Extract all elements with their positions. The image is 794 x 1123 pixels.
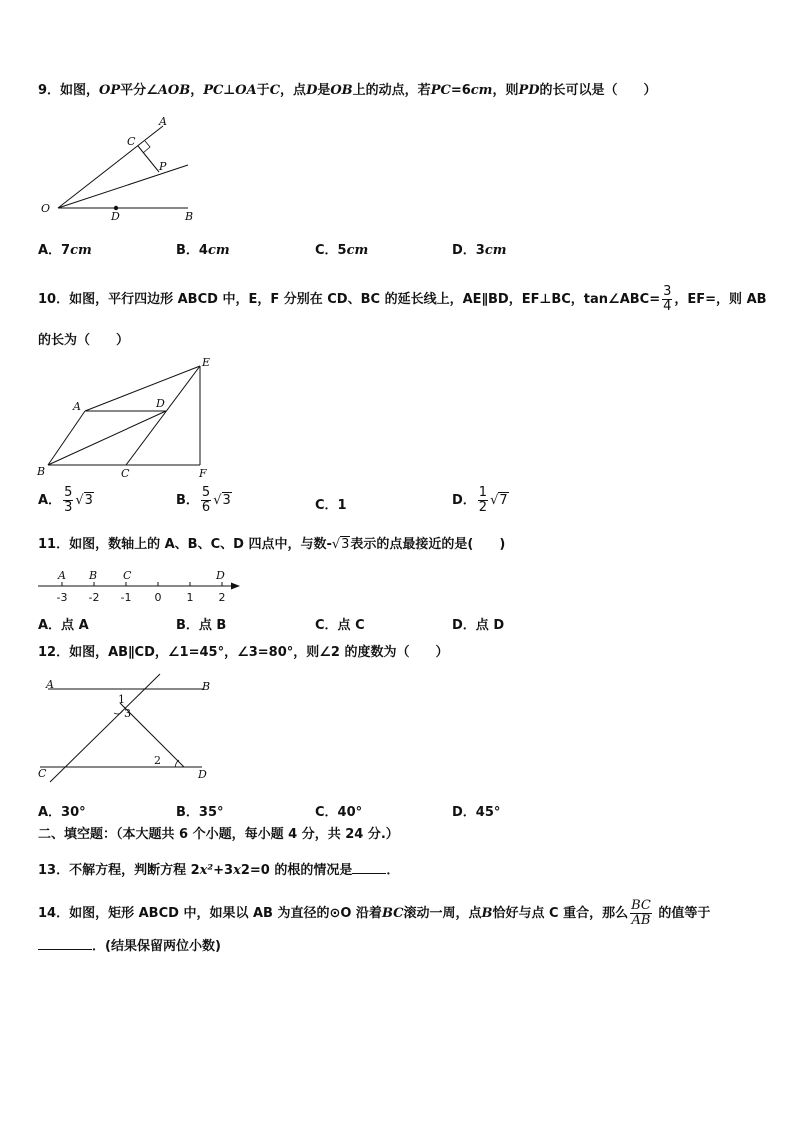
q14-text: ．(结果保留两位小数) xyxy=(92,939,221,954)
q9-var: OB xyxy=(330,83,353,98)
ray-op xyxy=(58,165,188,208)
axis-ticks xyxy=(57,582,226,604)
option-text: B．4 xyxy=(176,243,208,258)
label-a: A xyxy=(73,400,81,413)
q14-var: B xyxy=(481,906,493,921)
angle2-label: 2 xyxy=(154,754,161,767)
q12-stem: 12．如图，AB∥CD，∠1=45°，∠3=80°，则∠2 的度数为（ ） xyxy=(38,645,449,660)
q14-stem-line2 xyxy=(38,935,221,956)
q11-option-b[interactable]: B．点 B xyxy=(176,618,227,633)
label-d: D xyxy=(111,210,120,223)
option-sqrt: √3 xyxy=(75,493,93,508)
q10-stem xyxy=(38,285,767,314)
q12-option-c[interactable]: C．40° xyxy=(315,805,363,820)
q13-var: x² xyxy=(199,863,214,878)
q11-text: 表示的点最接近的是( ) xyxy=(350,537,506,552)
q10-option-d[interactable] xyxy=(452,486,509,515)
frac-num: 5 xyxy=(64,485,73,500)
label-d: D xyxy=(198,768,207,781)
q11-option-d[interactable]: D．点 D xyxy=(452,618,505,633)
option-text: C．1 xyxy=(315,498,347,513)
q12-figure xyxy=(36,672,216,784)
frac-den: 6 xyxy=(201,500,211,515)
q9-text: 9．如图， xyxy=(38,83,100,98)
q13-stem xyxy=(38,859,399,880)
point-label-c: C xyxy=(123,569,132,582)
q9-var: C xyxy=(269,83,281,98)
axis-tick-label: 0 xyxy=(154,591,162,604)
q9-stem xyxy=(38,82,657,100)
point-label-b: B xyxy=(89,569,98,582)
segment-bd xyxy=(48,411,166,465)
q14-text: 恰好与点 C 重合，那么 xyxy=(492,906,629,921)
radicand: 3 xyxy=(341,537,350,552)
q14-text: 14．如图，矩形 ABCD 中，如果以 AB 为直径的⊙O 沿着 xyxy=(38,906,382,921)
q9-var: OA xyxy=(235,83,257,98)
frac-num: 3 xyxy=(663,284,672,299)
q13-text: 13．不解方程，判断方程 2 xyxy=(38,863,200,878)
option-sqrt: √7 xyxy=(490,493,508,508)
transversal xyxy=(50,674,160,782)
q9-text: 上的动点，若 xyxy=(352,83,431,98)
q14-fraction xyxy=(630,899,652,928)
axis-tick-label: -1 xyxy=(120,591,132,604)
q9-var: AOB xyxy=(157,83,191,98)
frac-num: 5 xyxy=(201,485,211,500)
q9-var: OP xyxy=(99,83,121,98)
option-text: C．5 xyxy=(315,243,347,258)
option-text: A．7 xyxy=(38,243,71,258)
frac-den: 2 xyxy=(478,500,488,515)
q13-text: 2=0 的根的情况是 xyxy=(240,863,353,878)
label-b: B xyxy=(37,465,46,478)
q9-text: =6 xyxy=(450,83,471,98)
q12-option-a[interactable]: A．30° xyxy=(38,805,86,820)
q10-figure xyxy=(36,354,216,478)
option-text: A． xyxy=(38,493,62,508)
q11-text: 11．如图，数轴上的 A、B、C、D 四点中，与数- xyxy=(38,537,332,552)
label-e: E xyxy=(202,356,211,369)
q12-option-b[interactable]: B．35° xyxy=(176,805,224,820)
ray-oa xyxy=(58,126,163,208)
q10-option-b[interactable] xyxy=(176,486,232,515)
label-c: C xyxy=(38,767,47,780)
q9-figure xyxy=(38,112,198,227)
frac-den: 3 xyxy=(64,500,73,515)
q9-option-b[interactable] xyxy=(176,239,230,258)
option-unit: cm xyxy=(484,243,507,258)
radicand: 3 xyxy=(84,493,93,508)
segment-pc xyxy=(138,146,159,172)
q14-text: 的值等于 xyxy=(658,906,711,921)
q11-sqrt: √3 xyxy=(331,537,350,552)
q10-text: 10．如图，平行四边形 ABCD 中，E，F 分别在 CD、BC 的延长线上，AE∥BD，EF⊥BC，tan∠ABC= xyxy=(38,292,661,307)
q12-option-d[interactable]: D．45° xyxy=(452,805,501,820)
label-p: P xyxy=(159,160,167,173)
label-a: A xyxy=(46,678,54,691)
q9-var: PC xyxy=(203,83,224,98)
option-text: B． xyxy=(176,493,199,508)
point-label-a: A xyxy=(58,569,66,582)
q9-var: D xyxy=(306,83,318,98)
q9-text: ，点 xyxy=(280,83,307,98)
label-d: D xyxy=(156,397,165,410)
q9-option-c[interactable] xyxy=(315,239,368,258)
section-heading: 二、填空题：（本大题共 6 个小题，每小题 4 分，共 24 分.） xyxy=(38,827,399,842)
q14-text: 滚动一周，点 xyxy=(403,906,482,921)
q13-text: ． xyxy=(386,863,400,878)
angle1-label: 1 xyxy=(118,693,125,706)
q9-text: 是 xyxy=(317,83,331,98)
q9-text: ⊥ xyxy=(223,83,236,98)
q9-text: 平分∠ xyxy=(120,83,158,98)
right-angle-mark xyxy=(143,141,150,153)
q9-var: PC xyxy=(430,83,451,98)
q9-text: 的长可以是（ ） xyxy=(539,83,657,98)
q13-text: +3 xyxy=(213,863,234,878)
q9-var: cm xyxy=(470,83,493,98)
option-unit: cm xyxy=(346,243,369,258)
q11-stem xyxy=(38,536,505,554)
q13-var: x xyxy=(233,863,241,878)
option-unit: cm xyxy=(70,243,92,258)
option-unit: cm xyxy=(207,243,230,258)
q9-text: ， xyxy=(190,83,204,98)
axis-tick-label: 1 xyxy=(186,591,194,604)
q9-option-d[interactable] xyxy=(452,239,507,258)
q13-answer-blank[interactable] xyxy=(352,859,386,874)
frac-num: 1 xyxy=(478,485,488,500)
label-o: O xyxy=(41,202,51,215)
q14-stem xyxy=(38,899,710,928)
angle3-arc xyxy=(114,710,123,714)
frac-num: BC xyxy=(631,898,651,913)
axis-tick-label: -2 xyxy=(88,591,100,604)
label-b: B xyxy=(202,680,211,693)
q10-option-a[interactable] xyxy=(38,486,94,515)
q14-var: BC xyxy=(381,906,404,921)
radicand: 3 xyxy=(222,493,231,508)
label-c: C xyxy=(121,467,130,480)
label-c: C xyxy=(127,135,136,148)
angle3-label: 3 xyxy=(124,707,131,720)
q9-text: 于 xyxy=(256,83,270,98)
q9-var: PD xyxy=(518,83,540,98)
point-label-d: D xyxy=(216,569,225,582)
q10-text: ，EF=，则 AB xyxy=(674,292,767,307)
axis-arrow-icon xyxy=(231,583,240,590)
q9-text: ，则 xyxy=(492,83,519,98)
q11-option-c[interactable]: C．点 C xyxy=(315,618,365,633)
q14-answer-blank[interactable] xyxy=(38,935,92,950)
option-text: D．3 xyxy=(452,243,485,258)
label-b: B xyxy=(185,210,194,223)
q10-option-c[interactable] xyxy=(315,494,347,513)
option-fraction xyxy=(63,486,73,515)
axis-tick-label: -3 xyxy=(56,591,68,604)
q9-option-a[interactable] xyxy=(38,239,92,258)
q10-fraction xyxy=(662,285,672,314)
label-a: A xyxy=(159,115,167,128)
frac-den: 4 xyxy=(663,299,672,314)
q10-stem-line2: 的长为（ ） xyxy=(38,333,130,348)
option-sqrt: √3 xyxy=(213,493,231,508)
option-text: D． xyxy=(452,493,476,508)
axis-tick-label: 2 xyxy=(218,591,226,604)
q11-number-line xyxy=(36,564,246,606)
option-fraction xyxy=(201,486,211,515)
label-f: F xyxy=(199,467,207,480)
option-fraction xyxy=(478,486,488,515)
radicand: 7 xyxy=(499,493,508,508)
frac-den: AB xyxy=(631,913,651,928)
q11-option-a[interactable]: A．点 A xyxy=(38,618,89,633)
